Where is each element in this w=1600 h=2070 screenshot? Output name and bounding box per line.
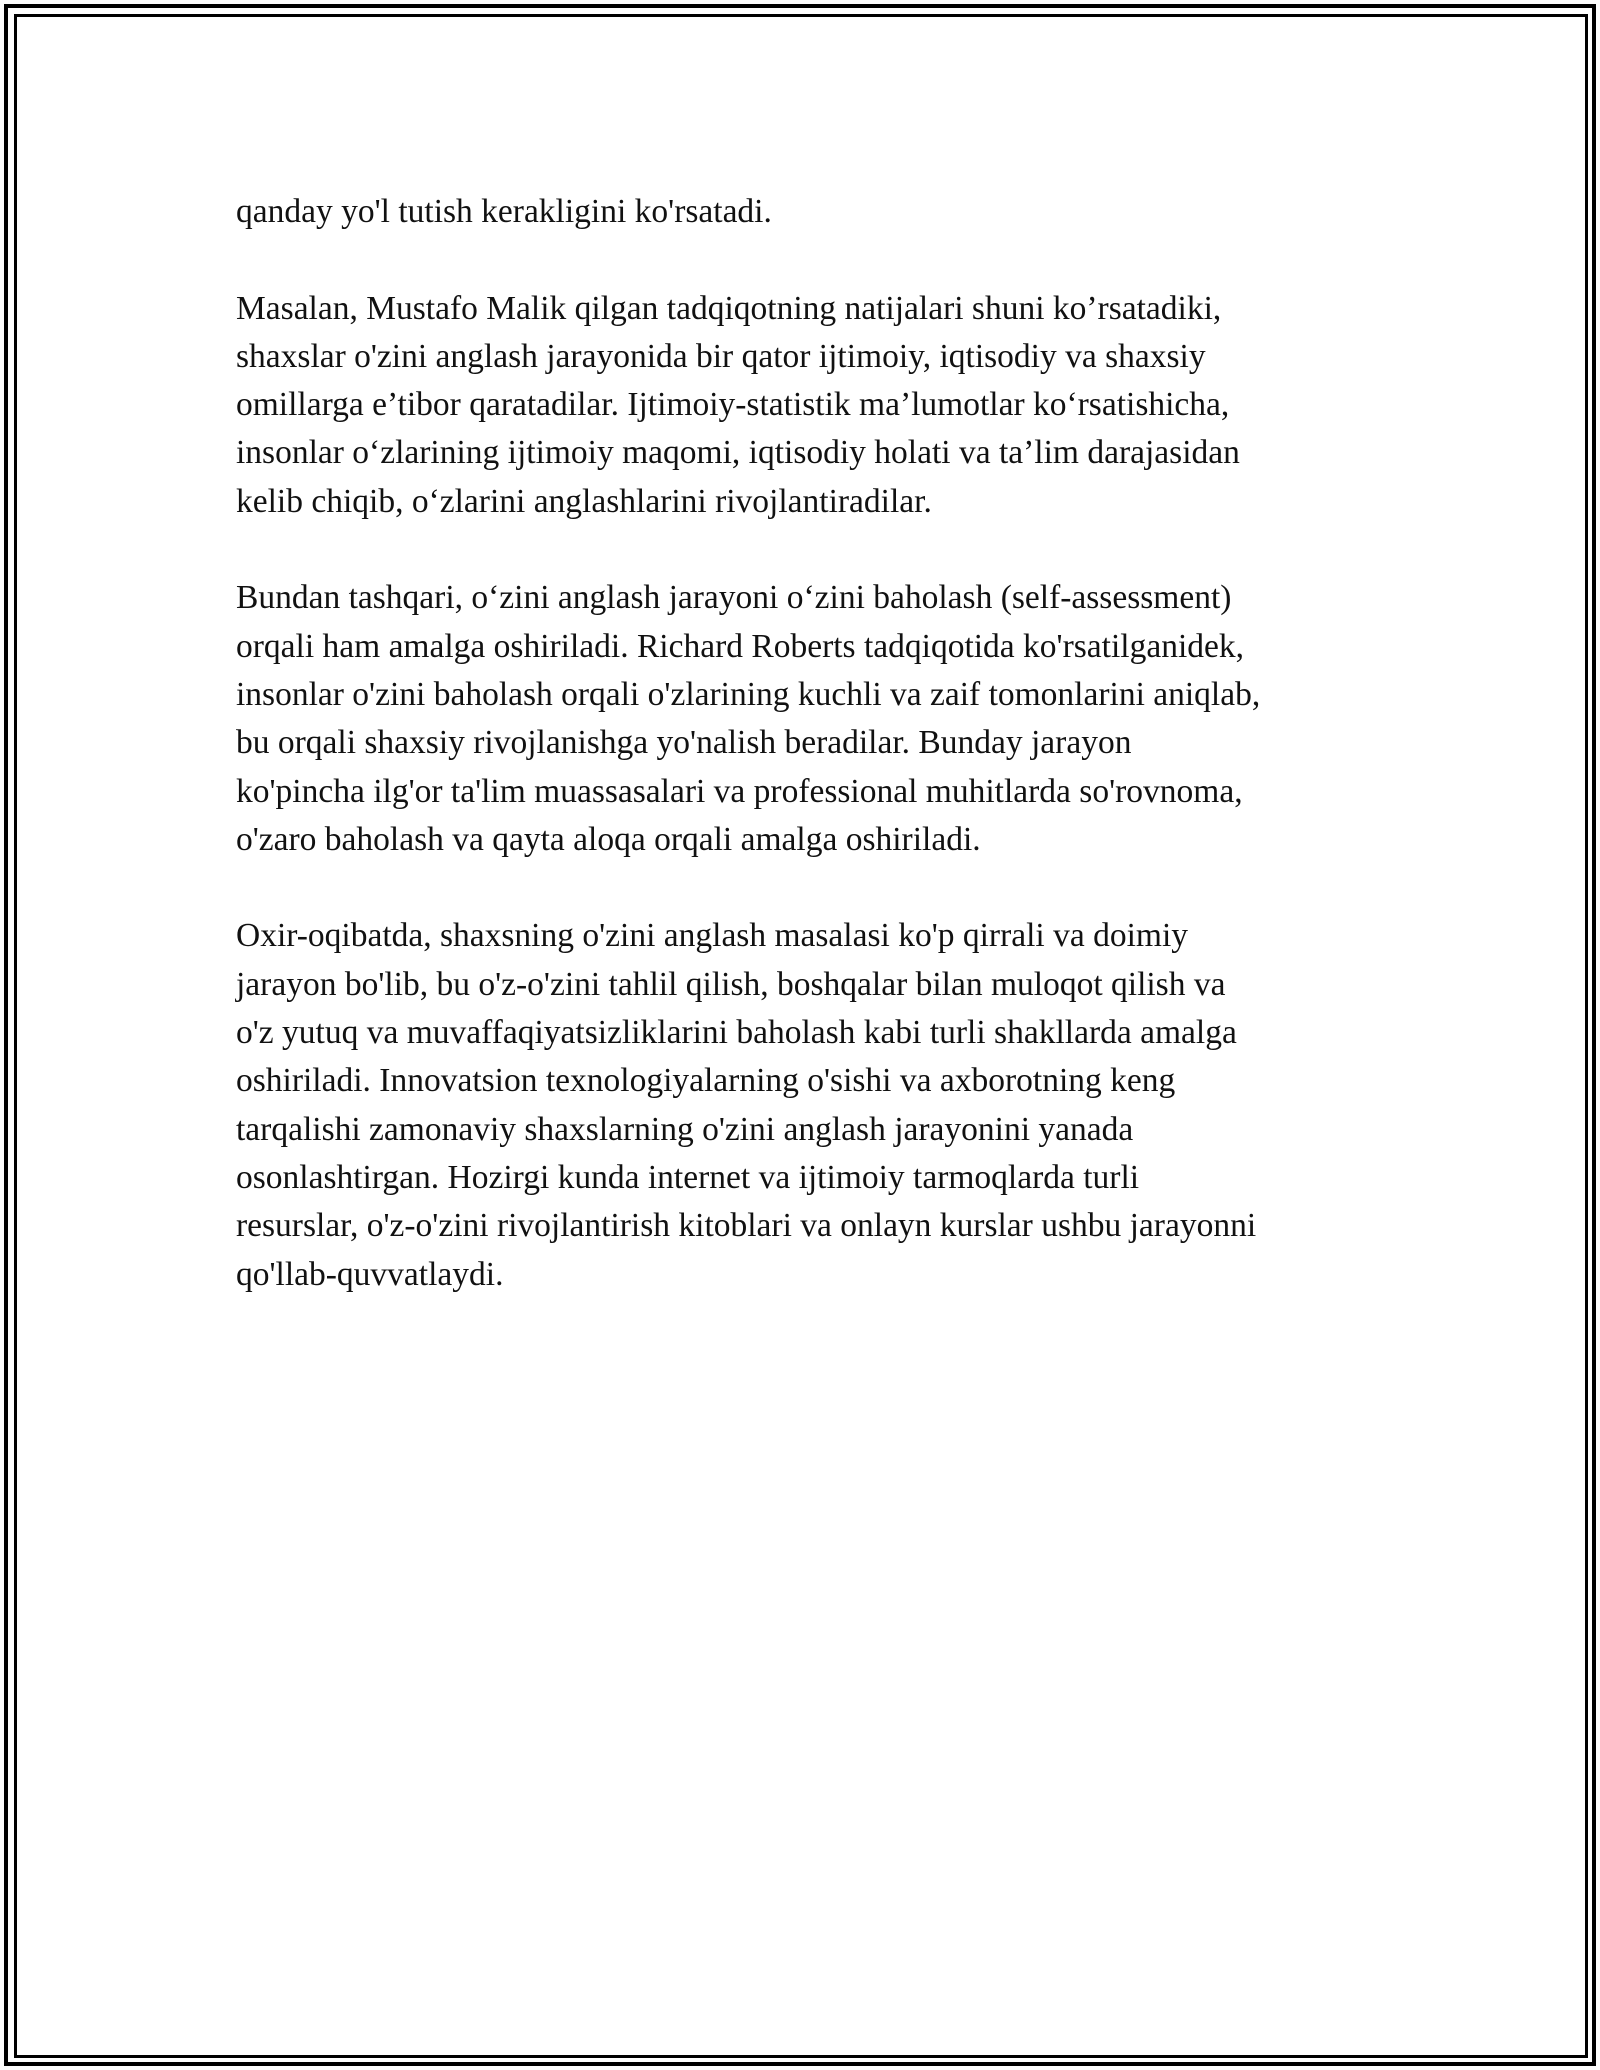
text-line: bu orqali shaxsiy rivojlanishga yo'nalish beradilar. Bunday jarayon bbox=[236, 724, 1132, 762]
text-line: shaxslar o'zini anglash jarayonida bir qator ijtimoiy, iqtisodiy va shaxsiy bbox=[236, 337, 1206, 375]
paragraph-mustafo-malik bbox=[236, 285, 1366, 526]
paragraph-conclusion bbox=[236, 912, 1366, 1298]
text-line: kelib chiqib, o‘zlarini anglashlarini rivojlantiradilar. bbox=[236, 482, 932, 520]
text-line: orqali ham amalga oshiriladi. Richard Roberts tadqiqotida ko'rsatilganidek, bbox=[236, 627, 1244, 665]
text-line: Masalan, Mustafo Malik qilgan tadqiqotning natijalari shuni ko’rsatadiki, bbox=[236, 289, 1222, 327]
text-line: omillarga e’tibor qaratadilar. Ijtimoiy-statistik ma’lumotlar ko‘rsatishicha, bbox=[236, 386, 1230, 424]
text-line: Bundan tashqari, o‘zini anglash jarayoni o‘zini baholash (self-assessment) bbox=[236, 579, 1232, 617]
paragraph-intro-fragment bbox=[236, 188, 1366, 236]
text-line: jarayon bo'lib, bu o'z-o'zini tahlil qilish, boshqalar bilan muloqot qilish va bbox=[236, 965, 1226, 1003]
text-line: ko'pincha ilg'or ta'lim muassasalari va professional muhitlarda so'rovnoma, bbox=[236, 772, 1243, 810]
text-line: resurslar, o'z-o'zini rivojlantirish kitoblari va onlayn kurslar ushbu jarayonni bbox=[236, 1207, 1257, 1245]
text-line: Oxir-oqibatda, shaxsning o'zini anglash masalasi ko'p qirrali va doimiy bbox=[236, 917, 1189, 955]
document-body bbox=[236, 188, 1366, 1347]
text-line: qanday yo'l tutish kerakligini ko'rsatadi. bbox=[236, 193, 772, 230]
text-line: insonlar o'zini baholash orqali o'zlarining kuchli va zaif tomonlarini aniqlab, bbox=[236, 675, 1261, 713]
text-line: o'z yutuq va muvaffaqiyatsizliklarini baholash kabi turli shakllarda amalga bbox=[236, 1014, 1237, 1052]
text-line: o'zaro baholash va qayta aloqa orqali amalga oshiriladi. bbox=[236, 820, 981, 858]
text-line: oshiriladi. Innovatsion texnologiyalarning o'sishi va axborotning keng bbox=[236, 1062, 1176, 1100]
text-line: osonlashtirgan. Hozirgi kunda internet va ijtimoiy tarmoqlarda turli bbox=[236, 1158, 1140, 1196]
text-line: insonlar o‘zlarining ijtimoiy maqomi, iqtisodiy holati va ta’lim darajasidan bbox=[236, 434, 1240, 472]
paragraph-self-assessment bbox=[236, 574, 1366, 864]
text-line: tarqalishi zamonaviy shaxslarning o'zini anglash jarayonini yanada bbox=[236, 1110, 1134, 1148]
text-line: qo'llab-quvvatlaydi. bbox=[236, 1255, 504, 1293]
